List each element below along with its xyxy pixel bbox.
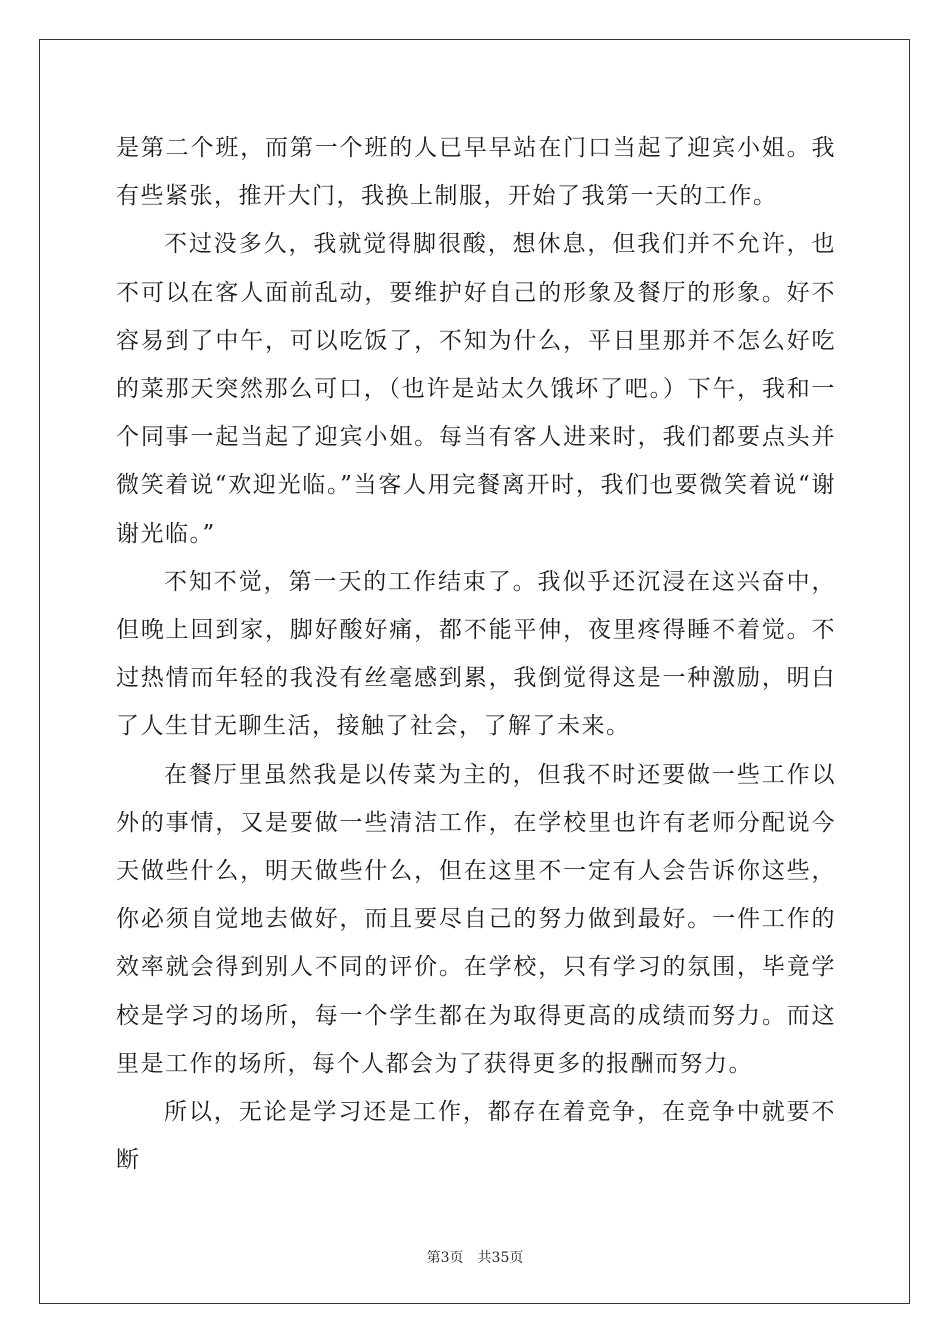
page-total: 共35页	[477, 1250, 524, 1266]
page-number: 第3页	[426, 1250, 464, 1266]
paragraph-4: 在餐厅里虽然我是以传菜为主的，但我不时还要做一些工作以外的事情，又是要做一些清洁工作，在学校里也许有老师分配说今天做些什么，明天做些什么，但在这里不一定有人会告诉你这些，你必须自觉地去做好，而且要尽自己的努力做到最好。一件工作的效率就会得到别人不同的评价。在学校，只有学习的氛围，毕竟学校是学习的场所，每一个学生都在为取得更高的成绩而努力。而这里是工作的场所，每个人都会为了获得更多的报酬而努力。	[116, 761, 836, 1077]
page-footer	[0, 1247, 950, 1267]
document-body	[116, 124, 836, 1184]
paragraph-1: 是第二个班，而第一个班的人已早早站在门口当起了迎宾小姐。我有些紧张，推开大门，我换上制服，开始了我第一天的工作。	[116, 135, 836, 210]
paragraph-2: 不过没多久，我就觉得脚很酸，想休息，但我们并不允许，也不可以在客人面前乱动，要维护好自己的形象及餐厅的形象。好不容易到了中午，可以吃饭了，不知为什么，平日里那并不怎么好吃的菜那天突然那么可口，（也许是站太久饿坏了吧。）下午，我和一个同事一起当起了迎宾小姐。每当有客人进来时，我们都要点头并微笑着说“欢迎光临。”当客人用完餐离开时，我们也要微笑着说“谢谢光临。”	[116, 231, 836, 547]
paragraph-3: 不知不觉，第一天的工作结束了。我似乎还沉浸在这兴奋中，但晚上回到家，脚好酸好痛，都不能平伸，夜里疼得睡不着觉。不过热情而年轻的我没有丝毫感到累，我倒觉得这是一种激励，明白了人生甘无聊生活，接触了社会，了解了未来。	[116, 568, 836, 740]
paragraph-5: 所以，无论是学习还是工作，都存在着竞争，在竞争中就要不断	[116, 1099, 836, 1174]
